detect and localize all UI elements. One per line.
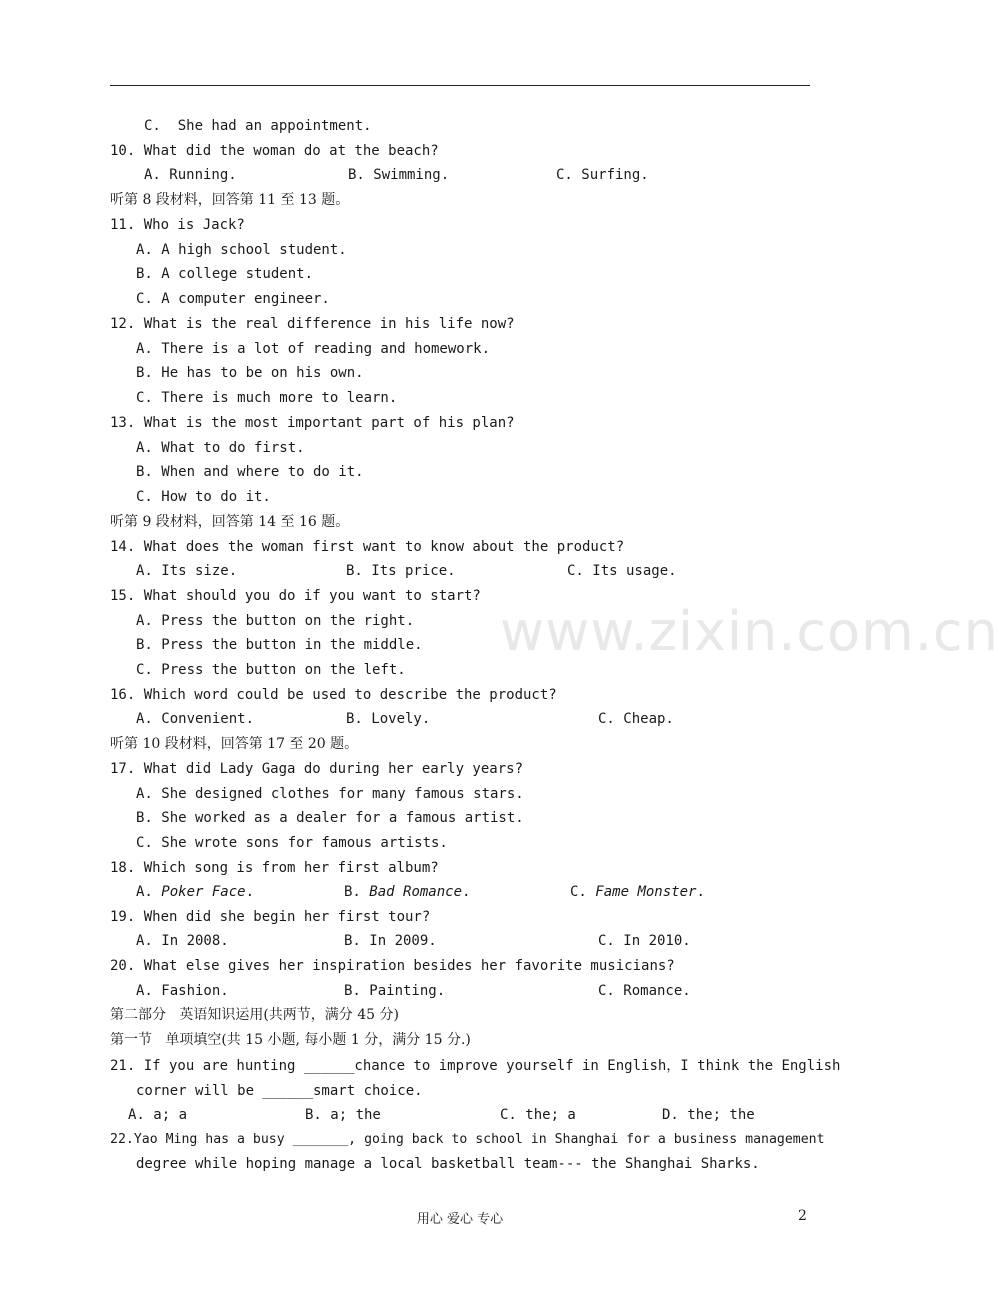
q18-option-c (570, 884, 705, 900)
q18-option-c-title: Fame Monster (595, 884, 697, 900)
q18-option-a-dot: . (245, 884, 255, 900)
q16-option-b: B. Lovely. (346, 711, 431, 727)
q17-option-a: A. She designed clothes for many famous stars. (136, 786, 524, 802)
section-1-heading: 第一节 单项填空(共 15 小题, 每小题 1 分，满分 15 分.) (110, 1032, 471, 1048)
q18-option-c-letter: C. (570, 884, 596, 900)
q20-option-a: A. Fashion. (136, 983, 229, 999)
question-13: 13. What is the most important part of his plan? (110, 415, 515, 431)
q11-option-c: C. A computer engineer. (136, 291, 330, 307)
q19-option-b: B. In 2009. (344, 933, 437, 949)
page-number: 2 (798, 1208, 807, 1224)
q18-option-b-dot: . (462, 884, 471, 900)
q18-option-a-title: Poker Face (161, 884, 246, 900)
q11-option-a: A. A high school student. (136, 242, 347, 258)
part-2-heading: 第二部分 英语知识运用(共两节，满分 45 分) (110, 1007, 399, 1023)
q9-option-c: C. She had an appointment. (144, 118, 372, 134)
question-10: 10. What did the woman do at the beach? (110, 143, 439, 159)
watermark: www.zixin.com.cn (500, 600, 999, 663)
section-8-heading: 听第 8 段材料，回答第 11 至 13 题。 (110, 192, 350, 208)
q21-option-a: A. a; a (128, 1107, 188, 1123)
q20-option-b: B. Painting. (344, 983, 446, 999)
q11-option-b: B. A college student. (136, 266, 314, 282)
question-12: 12. What is the real difference in his life now? (110, 316, 515, 332)
question-15: 15. What should you do if you want to start? (110, 588, 481, 604)
section-10-heading: 听第 10 段材料，回答第 17 至 20 题。 (110, 736, 359, 752)
question-16: 16. Which word could be used to describe the product? (110, 687, 557, 703)
q14-option-a: A. Its size. (136, 563, 238, 579)
q21-option-d: D. the; the (662, 1107, 755, 1123)
question-22-continued: degree while hoping manage a local basketball team--- the Shanghai Sharks. (136, 1156, 760, 1172)
question-21: 21. If you are hunting ______chance to improve yourself in English，I think the English (110, 1058, 841, 1074)
question-19: 19. When did she begin her first tour? (110, 909, 431, 925)
section-9-heading: 听第 9 段材料，回答第 14 至 16 题。 (110, 514, 350, 530)
header-rule (110, 85, 810, 86)
q10-option-c: C. Surfing. (556, 167, 649, 183)
q18-option-c-dot: . (696, 884, 705, 900)
q13-option-c: C. How to do it. (136, 489, 271, 505)
q12-option-c: C. There is much more to learn. (136, 390, 398, 406)
q18-option-a (136, 884, 254, 900)
q16-option-a: A. Convenient. (136, 711, 255, 727)
q20-option-c: C. Romance. (598, 983, 691, 999)
question-11: 11. Who is Jack? (110, 217, 245, 233)
q14-option-c: C. Its usage. (567, 563, 677, 579)
question-20: 20. What else gives her inspiration besides her favorite musicians? (110, 958, 675, 974)
q21-option-b: B. a; the (305, 1107, 381, 1123)
q13-option-b: B. When and where to do it. (136, 464, 364, 480)
q18-option-b (344, 884, 470, 900)
question-17: 17. What did Lady Gaga do during her early years? (110, 761, 524, 777)
q19-option-c: C. In 2010. (598, 933, 691, 949)
question-18: 18. Which song is from her first album? (110, 860, 439, 876)
q14-option-b: B. Its price. (346, 563, 456, 579)
footer-text: 用心 爱心 专心 (416, 1212, 504, 1227)
q18-option-b-letter: B. (344, 884, 370, 900)
q19-option-a: A. In 2008. (136, 933, 229, 949)
q17-option-c: C. She wrote sons for famous artists. (136, 835, 448, 851)
q18-option-a-letter: A. (136, 884, 162, 900)
q18-option-b-title: Bad Romance (369, 884, 463, 900)
question-22: 22.Yao Ming has a busy _______, going back to school in Shanghai for a business management (110, 1132, 825, 1147)
q17-option-b: B. She worked as a dealer for a famous artist. (136, 810, 524, 826)
q12-option-b: B. He has to be on his own. (136, 365, 364, 381)
q15-option-a: A. Press the button on the right. (136, 613, 415, 629)
q21-option-c: C. the; a (500, 1107, 576, 1123)
q15-option-b: B. Press the button in the middle. (136, 637, 423, 653)
q12-option-a: A. There is a lot of reading and homework. (136, 341, 491, 357)
question-14: 14. What does the woman first want to know about the product? (110, 539, 625, 555)
q16-option-c: C. Cheap. (598, 711, 674, 727)
question-21-continued: corner will be ______smart choice. (136, 1083, 423, 1099)
q13-option-a: A. What to do first. (136, 440, 305, 456)
q15-option-c: C. Press the button on the left. (136, 662, 406, 678)
q10-option-b: B. Swimming. (348, 167, 450, 183)
q10-option-a: A. Running. (144, 167, 237, 183)
